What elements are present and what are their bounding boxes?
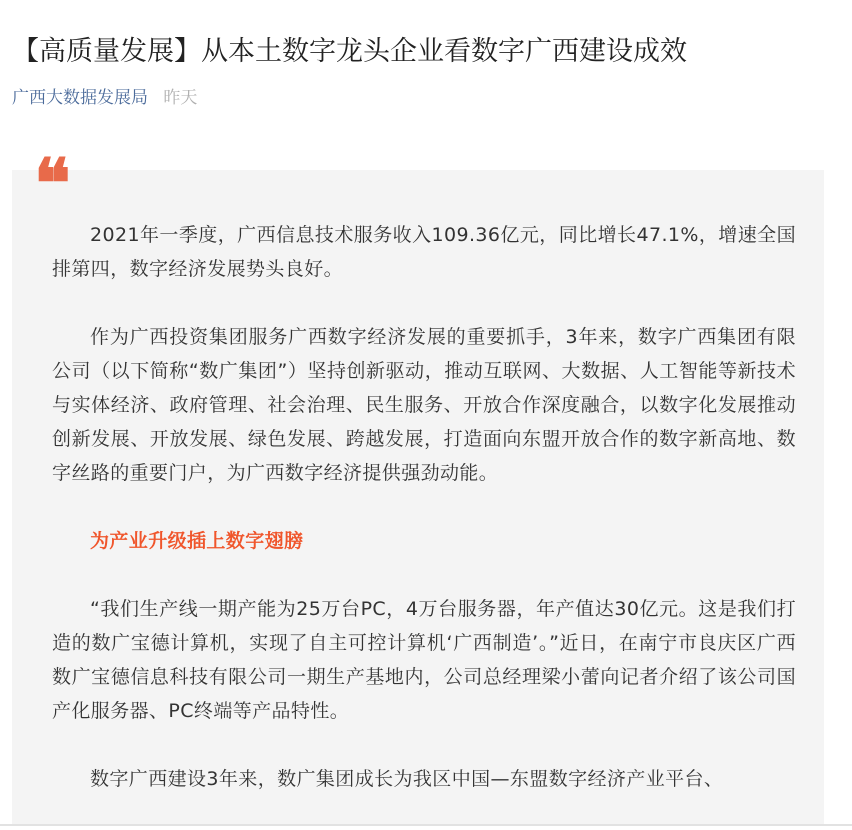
author-link[interactable]: 广西大数据发展局	[12, 88, 148, 108]
publish-date: 昨天	[163, 88, 198, 108]
article-body	[52, 218, 796, 830]
section-heading: 为产业升级插上数字翅膀	[90, 530, 304, 552]
paragraph-4: 数字广西建设3年来，数广集团成长为我区中国—东盟数字经济产业平台、	[90, 768, 724, 790]
article-title: 【高质量发展】从本土数字龙头企业看数字广西建设成效	[12, 36, 687, 67]
paragraph-3: “我们生产线一期产能为25万台PC，4万台服务器，年产值达30亿元。这是我们打造的数广宝德计算机，实现了自主可控计算机‘广西制造’。”近日，在南宁市良庆区广西数广宝德信息科技有限公司一期生产基地内，公司总经理梁小蕾向记者介绍了该公司国产化服务器、PC终端等产品特性。	[52, 598, 796, 722]
quote-mark-icon: ❝	[34, 144, 71, 224]
paragraph-2: 作为广西投资集团服务广西数字经济发展的重要抓手，3年来，数字广西集团有限公司（以下简称“数广集团”）坚持创新驱动，推动互联网、大数据、人工智能等新技术与实体经济、政府管理、社会治理、民生服务、开放合作深度融合，以数字化发展推动创新发展、开放发展、绿色发展、跨越发展，打造面向东盟开放合作的数字新高地、数字丝路的重要门户，为广西数字经济提供强劲动能。	[52, 326, 796, 484]
article-meta	[12, 86, 197, 110]
paragraph-1: 2021年一季度，广西信息技术服务收入109.36亿元，同比增长47.1%，增速全国排第四，数字经济发展势头良好。	[52, 224, 796, 280]
